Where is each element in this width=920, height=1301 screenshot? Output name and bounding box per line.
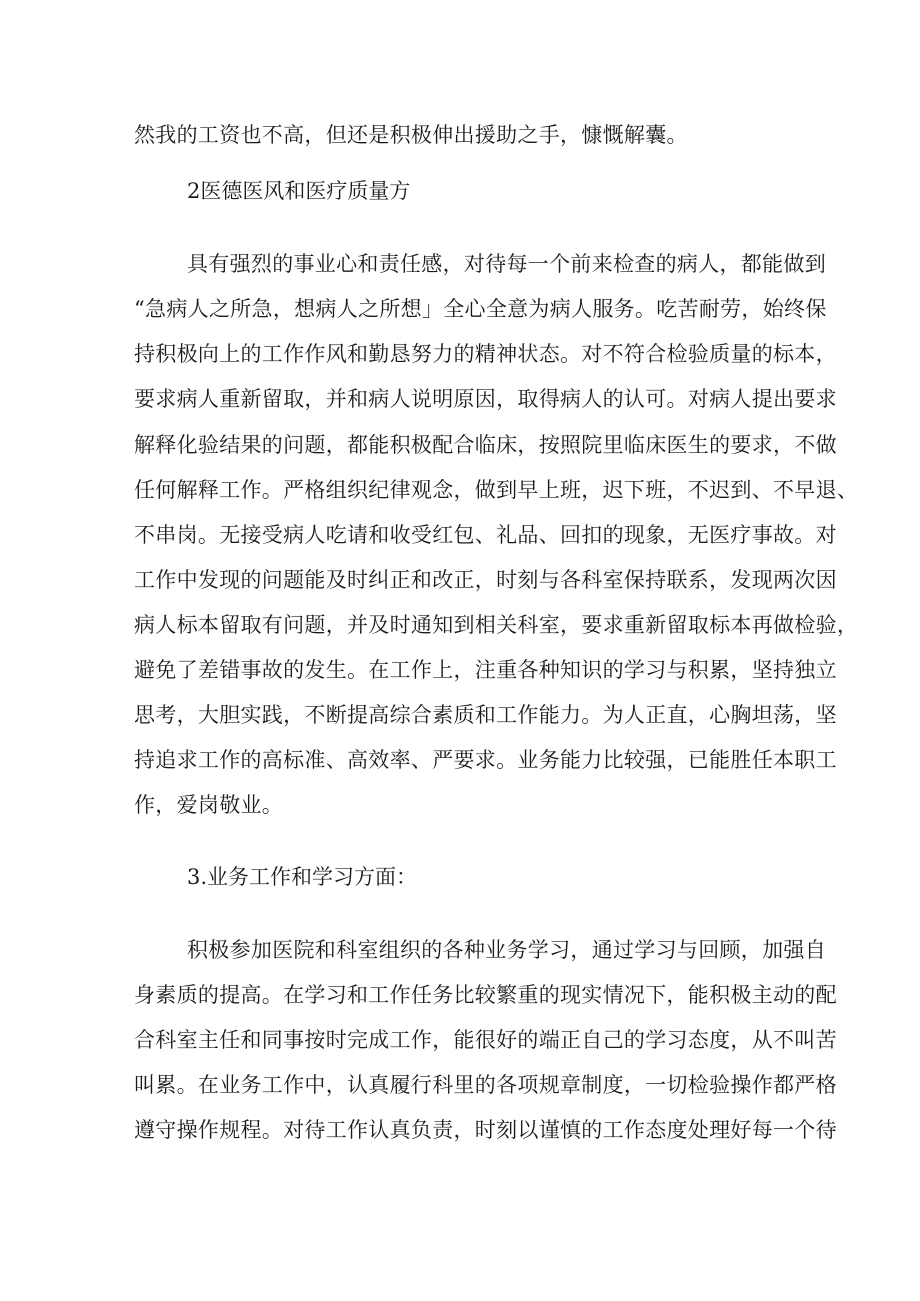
paragraph-line: 思考，大胆实践，不断提高综合素质和工作能力。为人正直，心胸坦荡，坚 [134,703,837,727]
paragraph-line: 持追求工作的高标准、高效率、严要求。业务能力比较强，已能胜任本职工 [134,748,837,772]
paragraph-line: 然我的工资也不高，但还是积极伸出援助之手，慷慨解囊。 [134,123,688,147]
paragraph-line: 叫累。在业务工作中，认真履行科里的各项规章制度，一切检验操作都严格 [134,1073,837,1097]
paragraph-line: 要求病人重新留取，并和病人说明原因，取得病人的认可。对病人提出要求 [134,387,837,411]
section-heading-2: 2医德医风和医疗质量方 [187,179,411,203]
paragraph-line: 工作中发现的问题能及时纠正和改正，时刻与各科室保持联系，发现两次因 [134,568,837,592]
paragraph-line: 积极参加医院和科室组织的各种业务学习，通过学习与回顾，加强自 [187,938,826,962]
paragraph-line: 作，爱岗敬业。 [134,793,284,817]
paragraph-line: 避免了差错事故的发生。在工作上，注重各种知识的学习与积累，坚持独立 [134,658,837,682]
paragraph-line: “急病人之所急，想病人之所想」全心全意为病人服务。吃苦耐劳，始终保 [134,297,827,321]
paragraph-line: 不串岗。无接受病人吃请和收受红包、礼品、回扣的现象，无医疗事故。对 [134,523,837,547]
paragraph-line: 遵守操作规程。对待工作认真负责，时刻以谨慎的工作态度处理好每一个待 [134,1118,837,1142]
paragraph-line: 具有强烈的事业心和责任感，对待每一个前来检查的病人，都能做到 [187,252,826,276]
paragraph-line: 解释化验结果的问题，都能积极配合临床，按照院里临床医生的要求，不做 [134,433,837,457]
paragraph-line: 病人标本留取有问题，并及时通知到相关科室，要求重新留取标本再做检验， [134,613,859,637]
section-heading-3: 3.业务工作和学习方面： [187,865,418,889]
paragraph-line: 身素质的提高。在学习和工作任务比较繁重的现实情况下，能积极主动的配 [134,983,837,1007]
paragraph-line: 任何解释工作。严格组织纪律观念，做到早上班，迟下班，不迟到、不早退、 [134,478,859,502]
paragraph-line: 持积极向上的工作作风和勤恳努力的精神状态。对不符合检验质量的标本， [134,342,837,366]
paragraph-line: 合科室主任和同事按时完成工作，能很好的端正自己的学习态度，从不叫苦 [134,1028,837,1052]
